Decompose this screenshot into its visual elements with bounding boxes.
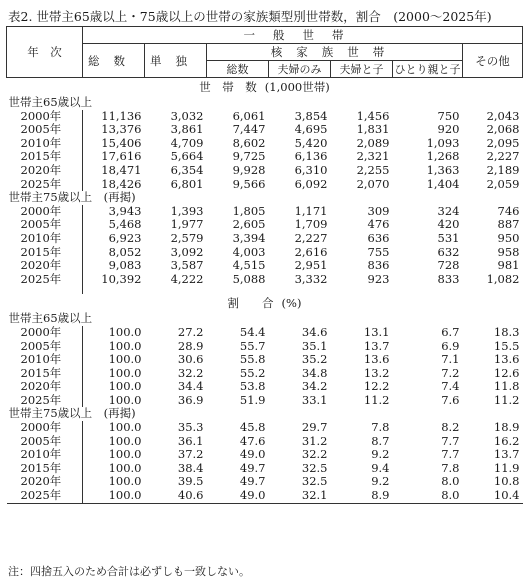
table-row <box>7 380 523 394</box>
value-cell: 2,227 <box>294 231 328 245</box>
value-cell: 9,566 <box>232 177 266 191</box>
value-cell: 2,605 <box>232 218 266 232</box>
value-cell: 6,136 <box>294 150 328 164</box>
section-unit: (1,000世帯) <box>264 80 330 94</box>
value-cell: 309 <box>367 204 390 218</box>
value-cell: 1,456 <box>356 109 390 123</box>
value-cell: 9,928 <box>232 163 266 177</box>
header-couple-children: 夫婦と子 <box>331 61 393 78</box>
value-cell: 11,136 <box>101 109 142 123</box>
value-cell: 9,725 <box>232 150 266 164</box>
value-cell: 746 <box>497 204 520 218</box>
value-cell: 6,061 <box>232 109 266 123</box>
value-cell: 100.0 <box>108 380 142 394</box>
value-cell: 34.2 <box>301 380 328 394</box>
value-cell: 3,587 <box>170 259 204 273</box>
value-cell: 34.8 <box>301 366 328 380</box>
value-cell: 8,602 <box>232 136 266 150</box>
value-cell: 476 <box>367 218 390 232</box>
value-cell: 100.0 <box>108 325 142 339</box>
value-cell: 32.2 <box>177 366 204 380</box>
value-cell: 18,426 <box>101 177 142 191</box>
table-row <box>7 421 523 435</box>
table-body <box>7 78 523 504</box>
year-cell: 2005年 <box>7 435 83 449</box>
value-cell: 29.7 <box>301 421 328 435</box>
value-cell: 7.2 <box>441 366 460 380</box>
year-cell: 2025年 <box>7 273 83 287</box>
table-row <box>7 367 523 381</box>
value-cell: 53.8 <box>239 380 266 394</box>
value-cell: 100.0 <box>108 339 142 353</box>
value-cell: 4,515 <box>232 259 266 273</box>
table-row <box>7 353 523 367</box>
value-cell: 6,092 <box>294 177 328 191</box>
table-row <box>7 137 523 151</box>
group-label: 世帯主65歳以上 <box>8 96 93 109</box>
section-header-cell <box>7 294 523 312</box>
value-cell: 100.0 <box>108 366 142 380</box>
value-cell: 1,805 <box>232 204 266 218</box>
value-cell: 4,222 <box>170 272 204 286</box>
value-cell: 3,861 <box>170 123 204 137</box>
value-cell: 13.1 <box>363 325 390 339</box>
value-cell: 9,083 <box>108 259 142 273</box>
group-header <box>7 312 523 326</box>
year-cell: 2000年 <box>7 110 83 124</box>
value-cell: 36.9 <box>177 393 204 407</box>
value-cell: 1,393 <box>170 204 204 218</box>
value-cell: 923 <box>367 272 390 286</box>
value-cell: 2,059 <box>486 177 520 191</box>
value-cell: 15.5 <box>493 339 520 353</box>
value-cell: 2,951 <box>294 259 328 273</box>
group-header <box>7 96 523 110</box>
value-cell: 49.7 <box>239 475 266 489</box>
group-label: 世帯主65歳以上 <box>8 312 93 326</box>
value-cell: 100.0 <box>108 475 142 489</box>
year-cell: 2025年 <box>7 489 83 503</box>
value-cell: 49.0 <box>239 448 266 462</box>
value-cell: 1,404 <box>426 177 460 191</box>
value-cell: 755 <box>367 245 390 259</box>
value-cell: 887 <box>497 218 520 232</box>
value-cell: 13.2 <box>363 366 390 380</box>
value-cell: 7.7 <box>441 448 460 462</box>
value-cell: 2,579 <box>170 231 204 245</box>
value-cell: 9.2 <box>371 448 390 462</box>
value-cell: 9.2 <box>371 475 390 489</box>
section-header <box>7 294 523 312</box>
value-cell: 100.0 <box>83 489 145 503</box>
year-cell: 2015年 <box>7 367 83 381</box>
value-cell: 1,171 <box>294 204 328 218</box>
table-row <box>7 340 523 354</box>
header-nuclear-total: 総数 <box>207 61 269 78</box>
value-cell: 2,070 <box>356 177 390 191</box>
value-cell: 5,664 <box>170 150 204 164</box>
value-cell: 836 <box>367 259 390 273</box>
value-cell: 18,471 <box>101 163 142 177</box>
value-cell: 3,332 <box>294 272 328 286</box>
value-cell: 1,831 <box>356 123 390 137</box>
value-cell: 100.0 <box>108 353 142 367</box>
value-cell: 7.4 <box>441 380 460 394</box>
value-cell: 55.7 <box>239 339 266 353</box>
table-row <box>7 123 523 137</box>
year-cell: 2025年 <box>7 394 83 408</box>
value-cell: 6,801 <box>170 177 204 191</box>
year-cell: 2010年 <box>7 137 83 151</box>
value-cell: 32.1 <box>269 489 331 503</box>
value-cell: 728 <box>437 259 460 273</box>
value-cell: 3,032 <box>170 109 204 123</box>
value-cell: 7.1 <box>441 353 460 367</box>
value-cell: 37.2 <box>177 448 204 462</box>
year-cell: 2020年 <box>7 380 83 394</box>
value-cell: 8.9 <box>331 489 393 503</box>
value-cell: 40.6 <box>145 489 207 503</box>
value-cell: 6,923 <box>108 231 142 245</box>
value-cell: 9.4 <box>371 461 390 475</box>
value-cell: 8.7 <box>371 434 390 448</box>
table-row <box>7 489 523 503</box>
value-cell: 32.5 <box>301 475 328 489</box>
household-table <box>6 26 523 504</box>
table-row <box>7 218 523 232</box>
value-cell: 920 <box>437 123 460 137</box>
value-cell: 51.9 <box>239 393 266 407</box>
table-row <box>7 164 523 178</box>
value-cell: 324 <box>437 204 460 218</box>
year-cell: 2010年 <box>7 448 83 462</box>
value-cell: 2,321 <box>356 150 390 164</box>
value-cell: 7.7 <box>441 434 460 448</box>
value-cell: 981 <box>497 259 520 273</box>
table-title: 表2. 世帯主65歳以上・75歳以上の世帯の家族類型別世帯数，割合 (2000〜2025年) <box>8 9 492 24</box>
year-cell: 2005年 <box>7 218 83 232</box>
header-year: 年 次 <box>7 27 83 78</box>
value-cell: 11.2 <box>493 393 520 407</box>
value-cell: 958 <box>497 245 520 259</box>
value-cell: 13.7 <box>493 448 520 462</box>
section-label: 割 合 <box>227 296 274 311</box>
value-cell: 531 <box>437 231 460 245</box>
value-cell: 636 <box>367 231 390 245</box>
value-cell: 4,003 <box>232 245 266 259</box>
section-unit: (%) <box>281 296 302 311</box>
value-cell: 750 <box>437 109 460 123</box>
value-cell: 30.6 <box>177 353 204 367</box>
year-cell: 2005年 <box>7 340 83 354</box>
value-cell: 2,616 <box>294 245 328 259</box>
value-cell: 5,420 <box>294 136 328 150</box>
value-cell: 1,093 <box>426 136 460 150</box>
value-cell: 33.1 <box>301 393 328 407</box>
value-cell: 2,255 <box>356 163 390 177</box>
year-cell: 2000年 <box>7 326 83 340</box>
header-couple: 夫婦のみ <box>269 61 331 78</box>
value-cell: 49.0 <box>207 489 269 503</box>
header-single: 単独 <box>145 44 207 78</box>
value-cell: 35.2 <box>301 353 328 367</box>
table-row <box>7 273 523 287</box>
gap-year-cell <box>7 286 83 294</box>
value-cell: 39.5 <box>177 475 204 489</box>
value-cell: 35.3 <box>177 421 204 435</box>
value-cell: 47.6 <box>239 434 266 448</box>
year-cell: 2015年 <box>7 246 83 260</box>
table-row <box>7 150 523 164</box>
year-cell: 2010年 <box>7 353 83 367</box>
value-cell: 8,052 <box>108 245 142 259</box>
section-header-cell <box>7 78 523 97</box>
value-cell: 1,709 <box>294 218 328 232</box>
value-cell: 1,082 <box>486 272 520 286</box>
value-cell: 6.7 <box>441 325 460 339</box>
value-cell: 3,092 <box>170 245 204 259</box>
value-cell: 5,088 <box>232 272 266 286</box>
value-cell: 18.3 <box>493 325 520 339</box>
table-row <box>7 232 523 246</box>
value-cell: 420 <box>437 218 460 232</box>
table-row <box>7 205 523 219</box>
value-cell: 2,189 <box>486 163 520 177</box>
value-cell: 28.9 <box>177 339 204 353</box>
year-cell: 2020年 <box>7 475 83 489</box>
section-header <box>7 78 523 97</box>
value-cell: 100.0 <box>108 421 142 435</box>
value-cell: 833 <box>437 272 460 286</box>
header-general: 一般世帯 <box>83 27 523 44</box>
table-row <box>7 246 523 260</box>
value-cell: 7.8 <box>441 461 460 475</box>
value-cell: 38.4 <box>177 461 204 475</box>
year-cell: 2020年 <box>7 164 83 178</box>
value-cell: 45.8 <box>239 421 266 435</box>
value-cell: 27.2 <box>177 325 204 339</box>
value-cell: 13.6 <box>493 353 520 367</box>
value-cell: 6,354 <box>170 163 204 177</box>
value-cell: 49.7 <box>239 461 266 475</box>
value-cell: 55.2 <box>239 366 266 380</box>
value-cell: 100.0 <box>108 434 142 448</box>
section-gap <box>7 286 523 294</box>
table-row <box>7 475 523 489</box>
value-cell: 632 <box>437 245 460 259</box>
header-single-parent: ひとり親と子 <box>393 61 463 78</box>
year-cell: 2000年 <box>7 421 83 435</box>
value-cell: 11.2 <box>363 393 390 407</box>
value-cell: 34.4 <box>177 380 204 394</box>
year-cell: 2015年 <box>7 150 83 164</box>
group-label: 世帯主75歳以上 (再掲) <box>8 407 136 421</box>
value-cell: 11.8 <box>493 380 520 394</box>
value-cell: 34.6 <box>301 325 328 339</box>
year-cell: 2015年 <box>7 462 83 476</box>
value-cell: 11.9 <box>493 461 520 475</box>
value-cell: 31.2 <box>301 434 328 448</box>
table-row <box>7 178 523 192</box>
section-label: 世 帯 数 <box>199 80 257 94</box>
group-label: 世帯主75歳以上 (再掲) <box>8 191 136 205</box>
table-row <box>7 259 523 273</box>
table-row <box>7 462 523 476</box>
header-total: 総数 <box>83 44 145 78</box>
year-cell: 2025年 <box>7 178 83 192</box>
value-cell: 10.8 <box>493 475 520 489</box>
year-cell: 2005年 <box>7 123 83 137</box>
value-cell: 3,394 <box>232 231 266 245</box>
group-header <box>7 407 523 421</box>
value-cell: 1,977 <box>170 218 204 232</box>
value-cell: 100.0 <box>108 461 142 475</box>
value-cell: 32.5 <box>301 461 328 475</box>
value-cell: 3,943 <box>108 204 142 218</box>
year-cell: 2020年 <box>7 259 83 273</box>
value-cell: 10,392 <box>101 272 142 286</box>
value-cell: 3,854 <box>294 109 328 123</box>
value-cell: 12.6 <box>493 366 520 380</box>
value-cell: 54.4 <box>239 325 266 339</box>
value-cell: 8.0 <box>441 475 460 489</box>
table-row <box>7 448 523 462</box>
value-cell: 12.2 <box>363 380 390 394</box>
value-cell: 1,268 <box>426 150 460 164</box>
value-cell: 13.6 <box>363 353 390 367</box>
value-cell: 8.2 <box>441 421 460 435</box>
value-cell: 35.1 <box>301 339 328 353</box>
value-cell: 100.0 <box>108 448 142 462</box>
table-row <box>7 435 523 449</box>
value-cell: 32.2 <box>301 448 328 462</box>
header-nuclear: 核家族世帯 <box>207 44 463 61</box>
footnote: 注：四捨五入のため合計は必ずしも一致しない。 <box>8 565 250 578</box>
table-row <box>7 326 523 340</box>
value-cell: 16.2 <box>493 434 520 448</box>
value-cell: 2,068 <box>486 123 520 137</box>
value-cell: 100.0 <box>108 393 142 407</box>
value-cell: 18.9 <box>493 421 520 435</box>
table-header <box>7 27 523 78</box>
value-cell: 7.6 <box>441 393 460 407</box>
table-row <box>7 110 523 124</box>
value-cell: 17,616 <box>101 150 142 164</box>
value-cell: 2,043 <box>486 109 520 123</box>
value-cell: 7,447 <box>232 123 266 137</box>
value-cell: 13,376 <box>101 123 142 137</box>
value-cell: 4,709 <box>170 136 204 150</box>
value-cell: 10.4 <box>463 489 523 503</box>
value-cell: 15,406 <box>101 136 142 150</box>
value-cell: 55.8 <box>239 353 266 367</box>
value-cell: 2,095 <box>486 136 520 150</box>
value-cell: 8.0 <box>393 489 463 503</box>
value-cell: 6,310 <box>294 163 328 177</box>
value-cell: 2,227 <box>486 150 520 164</box>
table-row <box>7 394 523 408</box>
year-cell: 2000年 <box>7 205 83 219</box>
year-cell: 2010年 <box>7 232 83 246</box>
value-cell: 36.1 <box>177 434 204 448</box>
value-cell: 13.7 <box>363 339 390 353</box>
value-cell: 6.9 <box>441 339 460 353</box>
value-cell: 1,363 <box>426 163 460 177</box>
value-cell: 950 <box>497 231 520 245</box>
gap-cell <box>83 286 523 294</box>
value-cell: 5,468 <box>108 218 142 232</box>
value-cell: 4,695 <box>294 123 328 137</box>
group-header <box>7 191 523 205</box>
header-other: その他 <box>463 44 523 78</box>
value-cell: 2,089 <box>356 136 390 150</box>
value-cell: 7.8 <box>371 421 390 435</box>
